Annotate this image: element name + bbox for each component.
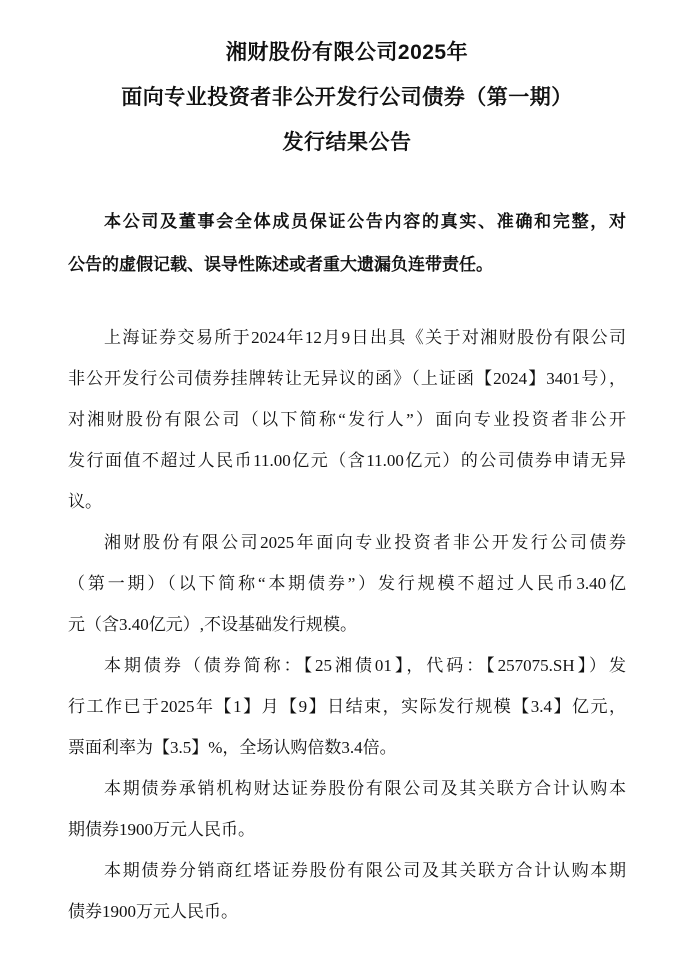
disclaimer-line: 公告的虚假记载、误导性陈述或者重大遗漏负连带责任。	[68, 255, 493, 274]
text-line: 期债券1900万元人民币。	[68, 820, 255, 839]
paragraph-distributor-subscription	[68, 850, 626, 932]
text-line: 湘财股份有限公司2025年面向专业投资者非公开发行公司债券	[104, 533, 626, 552]
text-line: 发行面值不超过人民币11.00亿元（含11.00亿元）的公司债券申请无异	[68, 451, 626, 470]
text-line: 债券1900万元人民币。	[68, 902, 238, 921]
title-line: 湘财股份有限公司2025年	[225, 41, 469, 64]
text-line: 本期债券（债券简称：【25湘债01】，代码：【257075.SH】）发	[104, 656, 626, 675]
disclaimer-paragraph	[68, 200, 626, 286]
text-line: 本期债券分销商红塔证券股份有限公司及其关联方合计认购本期	[104, 861, 626, 880]
title-line: 发行结果公告	[282, 131, 412, 154]
document-title	[68, 30, 626, 165]
paragraph-underwriter-subscription	[68, 768, 626, 850]
text-line: 本期债券承销机构财达证券股份有限公司及其关联方合计认购本	[104, 779, 626, 798]
text-line: 议。	[68, 492, 102, 511]
paragraph-issue-scale	[68, 522, 626, 645]
text-line: 票面利率为【3.5】%，全场认购倍数3.4倍。	[68, 738, 397, 757]
text-line: 元（含3.40亿元）,不设基础发行规模。	[68, 615, 357, 634]
text-line: 对湘财股份有限公司（以下简称“发行人”）面向专业投资者非公开	[68, 410, 626, 429]
text-line: 上海证券交易所于2024年12月9日出具《关于对湘财股份有限公司	[104, 328, 626, 347]
text-line: （第一期）（以下简称“本期债券”）发行规模不超过人民币3.40亿	[68, 574, 626, 593]
paragraph-issue-result	[68, 645, 626, 768]
disclaimer-line: 本公司及董事会全体成员保证公告内容的真实、准确和完整，对	[104, 212, 626, 231]
text-line: 非公开发行公司债券挂牌转让无异议的函》（上证函【2024】3401号），	[68, 369, 626, 388]
title-line: 面向专业投资者非公开发行公司债券（第一期）	[121, 86, 573, 109]
body-paragraphs	[68, 317, 626, 932]
paragraph-exchange-no-objection-letter	[68, 317, 626, 522]
text-line: 行工作已于2025年【1】月【9】日结束，实际发行规模【3.4】亿元，	[68, 697, 626, 716]
